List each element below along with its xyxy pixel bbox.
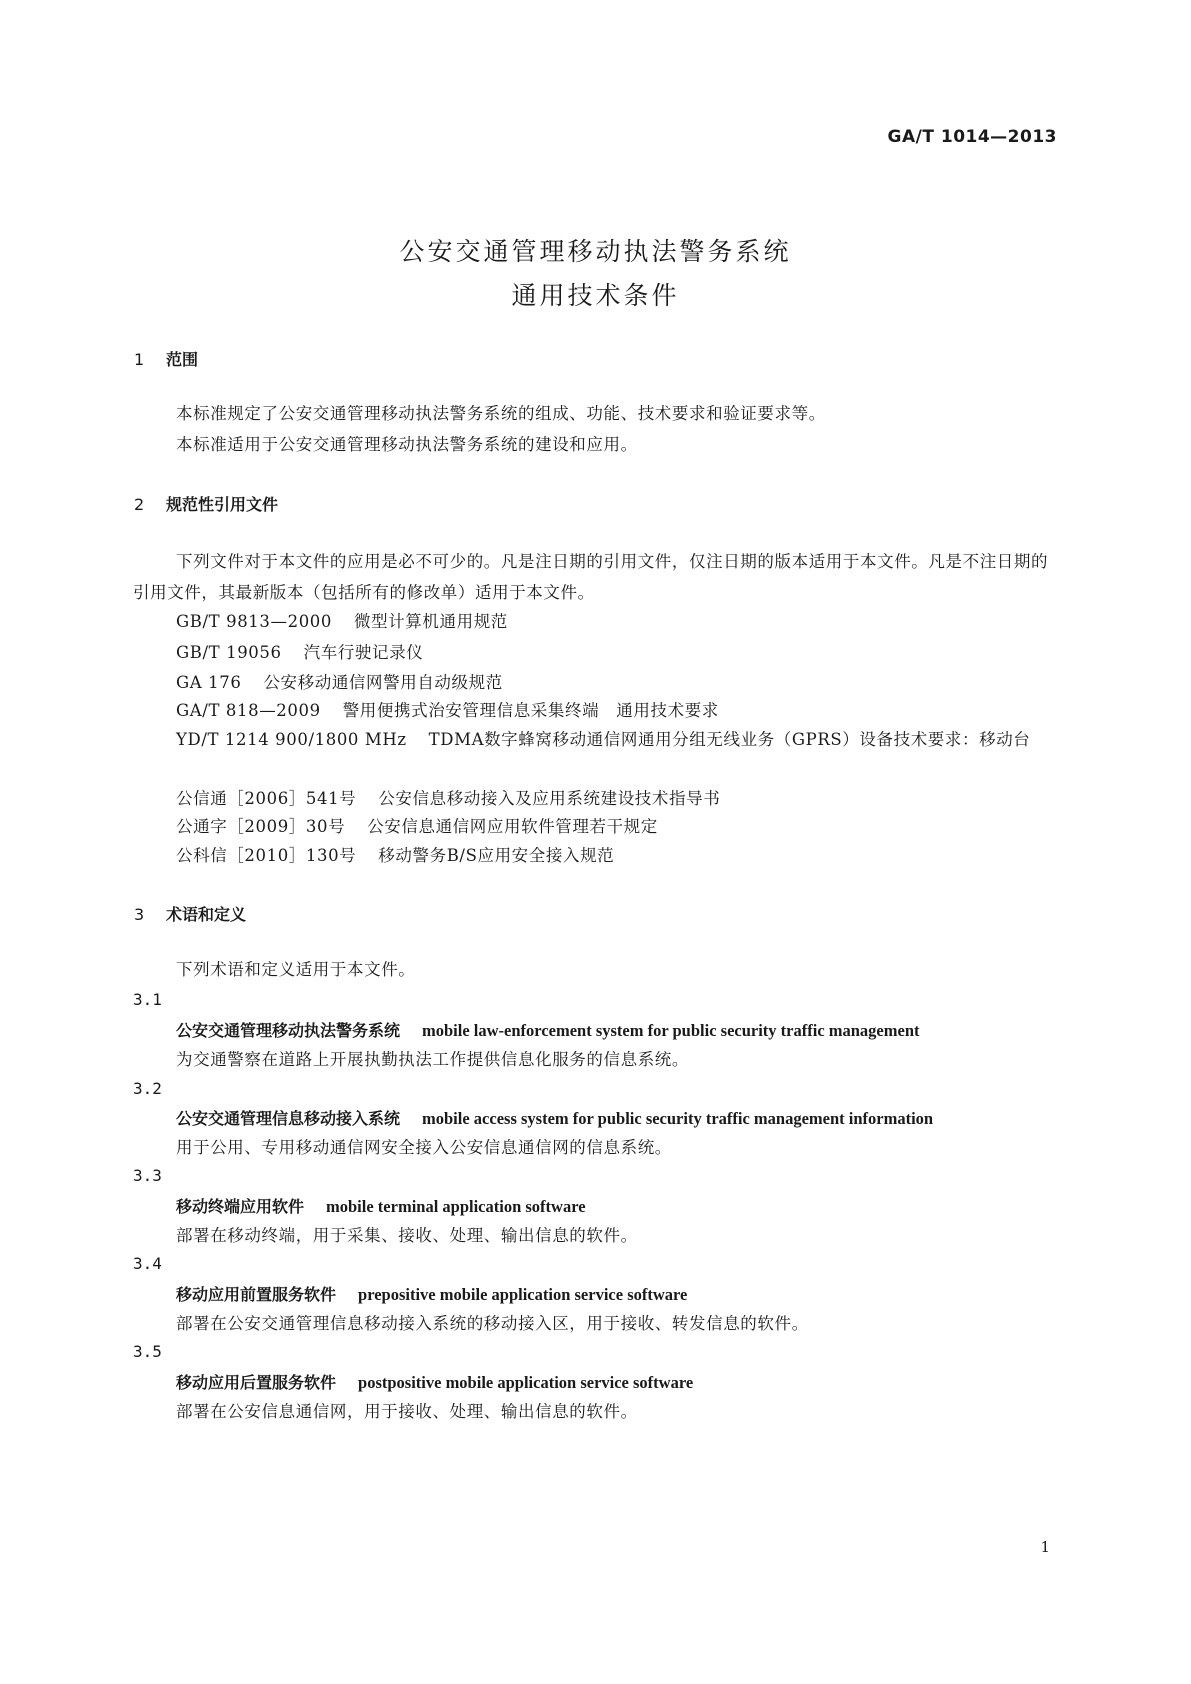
reference-title: 公安移动通信网警用自动级规范 [263,673,503,692]
section-title: 术语和定义 [166,905,247,924]
reference-code: 公信通［2006］541号 [176,789,357,808]
reference-item [176,608,508,632]
reference-title: 汽车行驶记录仪 [303,643,424,662]
term-name [176,1370,693,1393]
section-number: 3 [134,905,145,924]
scope-paragraph: 本标准适用于公安交通管理移动执法警务系统的建设和应用。 [176,435,638,454]
term-number: 3.2 [133,1079,162,1098]
term-name [176,1018,920,1041]
section-1-heading [134,347,198,370]
term-definition: 部署在公安信息通信网，用于接收、处理、输出信息的软件。 [176,1402,638,1421]
section-title: 规范性引用文件 [166,495,279,514]
reference-code: GA/T 818—2009 [176,701,321,720]
reference-item [176,639,423,663]
term-name-zh: 公安交通管理信息移动接入系统 [176,1109,401,1128]
term-name-zh: 移动终端应用软件 [176,1197,305,1216]
term-name-en: mobile law-enforcement system for public security traffic management [422,1021,920,1040]
reference-title: TDMA数字蜂窝移动通信网通用分组无线业务（GPRS）设备技术要求：移动台 [428,730,1031,749]
scope-paragraph: 本标准规定了公安交通管理移动执法警务系统的组成、功能、技术要求和验证要求等。 [176,404,826,423]
reference-title: 公安信息移动接入及应用系统建设技术指导书 [378,789,721,808]
reference-title: 公安信息通信网应用软件管理若干规定 [367,817,658,836]
section-2-heading [134,492,278,515]
reference-code: GB/T 9813—2000 [176,612,332,631]
term-name-en: prepositive mobile application service software [358,1285,688,1304]
reference-code: YD/T 1214 900/1800 MHz [176,730,407,749]
term-definition: 用于公用、专用移动通信网安全接入公安信息通信网的信息系统。 [176,1138,672,1157]
reference-code: GB/T 19056 [176,643,282,662]
section-title: 范围 [166,350,199,369]
reference-code: 公科信［2010］130号 [176,846,357,865]
term-name-zh: 移动应用后置服务软件 [176,1373,337,1392]
references-intro: 下列文件对于本文件的应用是必不可少的。凡是注日期的引用文件，仅注日期的版本适用于本文件。凡是不注日期的引用文件，其最新版本（包括所有的修改单）适用于本文件。 [133,552,1049,602]
reference-title: 警用便携式治安管理信息采集终端 通用技术要求 [342,701,719,720]
term-name [176,1106,933,1129]
reference-item [176,842,614,866]
term-name [176,1282,687,1305]
section-number: 1 [134,350,145,369]
term-number: 3.5 [133,1342,162,1361]
terms-intro: 下列术语和定义适用于本文件。 [176,960,416,979]
page-number: 1 [1040,1538,1050,1556]
document-title-line1: 公安交通管理移动执法警务系统 [399,237,792,266]
reference-item [133,724,1057,755]
reference-title: 移动警务B/S应用安全接入规范 [378,846,615,865]
reference-item [176,697,719,721]
reference-code: 公通字［2009］30号 [176,817,346,836]
term-definition: 部署在公安交通管理信息移动接入系统的移动接入区，用于接收、转发信息的软件。 [176,1314,809,1333]
term-name-zh: 移动应用前置服务软件 [176,1285,337,1304]
term-number: 3.4 [133,1254,162,1273]
term-name-en: mobile access system for public security traffic management information [422,1109,934,1128]
reference-item [176,785,720,809]
reference-item [176,669,503,693]
document-title-line2: 通用技术条件 [511,281,680,310]
term-name [176,1194,586,1217]
term-name-en: mobile terminal application software [326,1197,586,1216]
term-number: 3.3 [133,1166,162,1185]
term-number: 3.1 [133,990,162,1009]
reference-item [176,813,658,837]
term-definition: 部署在移动终端，用于采集、接收、处理、输出信息的软件。 [176,1226,638,1245]
reference-code: GA 176 [176,673,242,692]
section-number: 2 [134,495,145,514]
document-code: GA/T 1014—2013 [887,127,1057,147]
term-name-en: postpositive mobile application service software [358,1373,694,1392]
reference-title: 微型计算机通用规范 [354,612,508,631]
term-definition: 为交通警察在道路上开展执勤执法工作提供信息化服务的信息系统。 [176,1050,689,1069]
section-3-heading [134,902,246,925]
term-name-zh: 公安交通管理移动执法警务系统 [176,1021,401,1040]
